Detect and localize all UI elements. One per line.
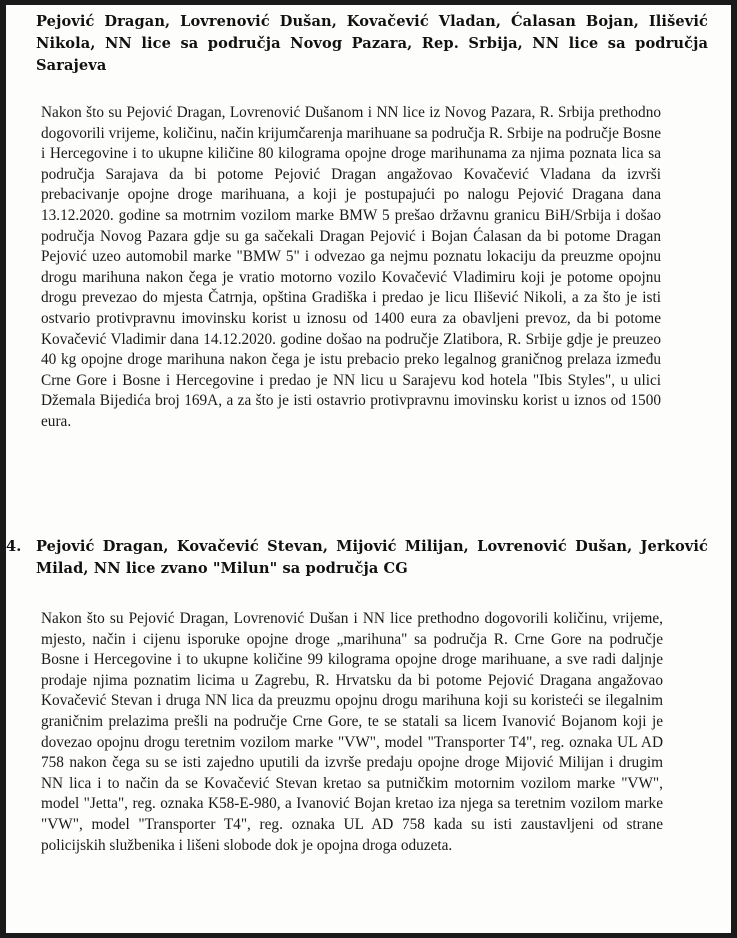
section-heading: 4. Pejović Dragan, Kovačević Stevan, Mijović Milijan, Lovrenović Dušan, Jerković Milad, NN lice zvano "Milun" sa područja CG <box>6 538 708 577</box>
section-heading: Pejović Dragan, Lovrenović Dušan, Kovačević Vladan, Ćalasan Bojan, Ilišević Nikola, NN lice sa područja Novog Pazara, Rep. Srbija, NN lice sa područja Sarajeva <box>36 13 708 74</box>
document-page <box>6 5 731 933</box>
section-body: Nakon što su Pejović Dragan, Lovrenović Dušan i NN lice prethodno dogovorili količinu, vrijeme, mjesto, način i cijenu isporuke opojne droge „marihuna" sa područja R. Crne Gore na područje Bosne i Hercegovine i to ukupne količine 99 kilograma opojne droge marihuane, a sve radi daljnje prodaje njima poznatim licima u Zagrebu, R. Hrvatsku da bi potome Pejović Dragana angažovao Kovačević Stevan i druga NN lica da preuzmu opojnu drogu marihuna koji su koristeći se ilegalnim graničnim prelazima prešli na područje Crne Gore, te se statali sa licem Ivanović Bojanom koji je dovezao opojnu drogu teretnim vozilom marke "VW", model "Transporter T4", reg. oznaka UL AD 758 nakon čega su se isti zajedno uputili da izvrše predaju opojne droge Mijović Milijan i drugim NN lica i to način da se Kovačević Stevan kretao sa putničkim motornim vozilom marke "VW", model "Jetta", reg. oznaka K58-E-980, a Ivanović Bojan kretao iza njega sa teretnim vozilom marke "VW", model "Transporter T4", reg. oznaka UL AD 758 kada su isti zaustavljeni od strane policijskih službenika i lišeni slobode dok je opojna droga oduzeta. <box>41 610 663 854</box>
section-body: Nakon što su Pejović Dragan, Lovrenović Dušanom i NN lice iz Novog Pazara, R. Srbija prethodno dogovorili vrijeme, količinu, način krijumčarenja marihuane sa područja R. Srbije na područje Bosne i Hercegovine i to ukupne kiličine 80 kilograma opojne droge marihunama za njima poznata lica sa područja Sarajava da bi potome Pejović Dragan angažovao Kovačević Vladana da izvrši prebacivanje opojne droge marihuana, a koji je postupajući po nalogu Pejović Dragana dana 13.12.2020. godine sa motrnim vozilom marke BMW 5 prešao državnu granicu BiH/Srbija i došao područja Novog Pazara gdje su ga sačekali Dragan Pejović i Bojan Ćalasan da bi potome Dragan Pejović uzeo automobil marke "BMW 5" i odvezao ga nejmu poznatu lokaciju da preuzme opojnu drogu marihuna nakon čega je vratio motorno vozilo Kovačević Vladimiru koji je potome opojnu drogu prevezao do mjesta Čatrnja, opština Gradiška i predao je licu Ilišević Nikoli, a za što je isti ostvario protivpravnu imovinsku korist u iznosu od 1400 eura za obavljeni prevoz, da bi potome Kovačević Vladimir dana 14.12.2020. godine došao na područje Zlatibora, R. Srbije gdje je preuzeo 40 kg opojne droge marihuna nakon čega je istu prebacio preko legalnog graničnog prelaza između Crne Gore i Bosne i Hercegovine i predao je NN licu u Sarajevu kod hotela "Ibis Styles", u ulici Džemala Bijedića broj 169A, a za što je isti ostavrio protivpravnu imovinsku korist u iznos od 1500 eura. <box>41 104 661 430</box>
section-number: 4. <box>6 538 22 555</box>
